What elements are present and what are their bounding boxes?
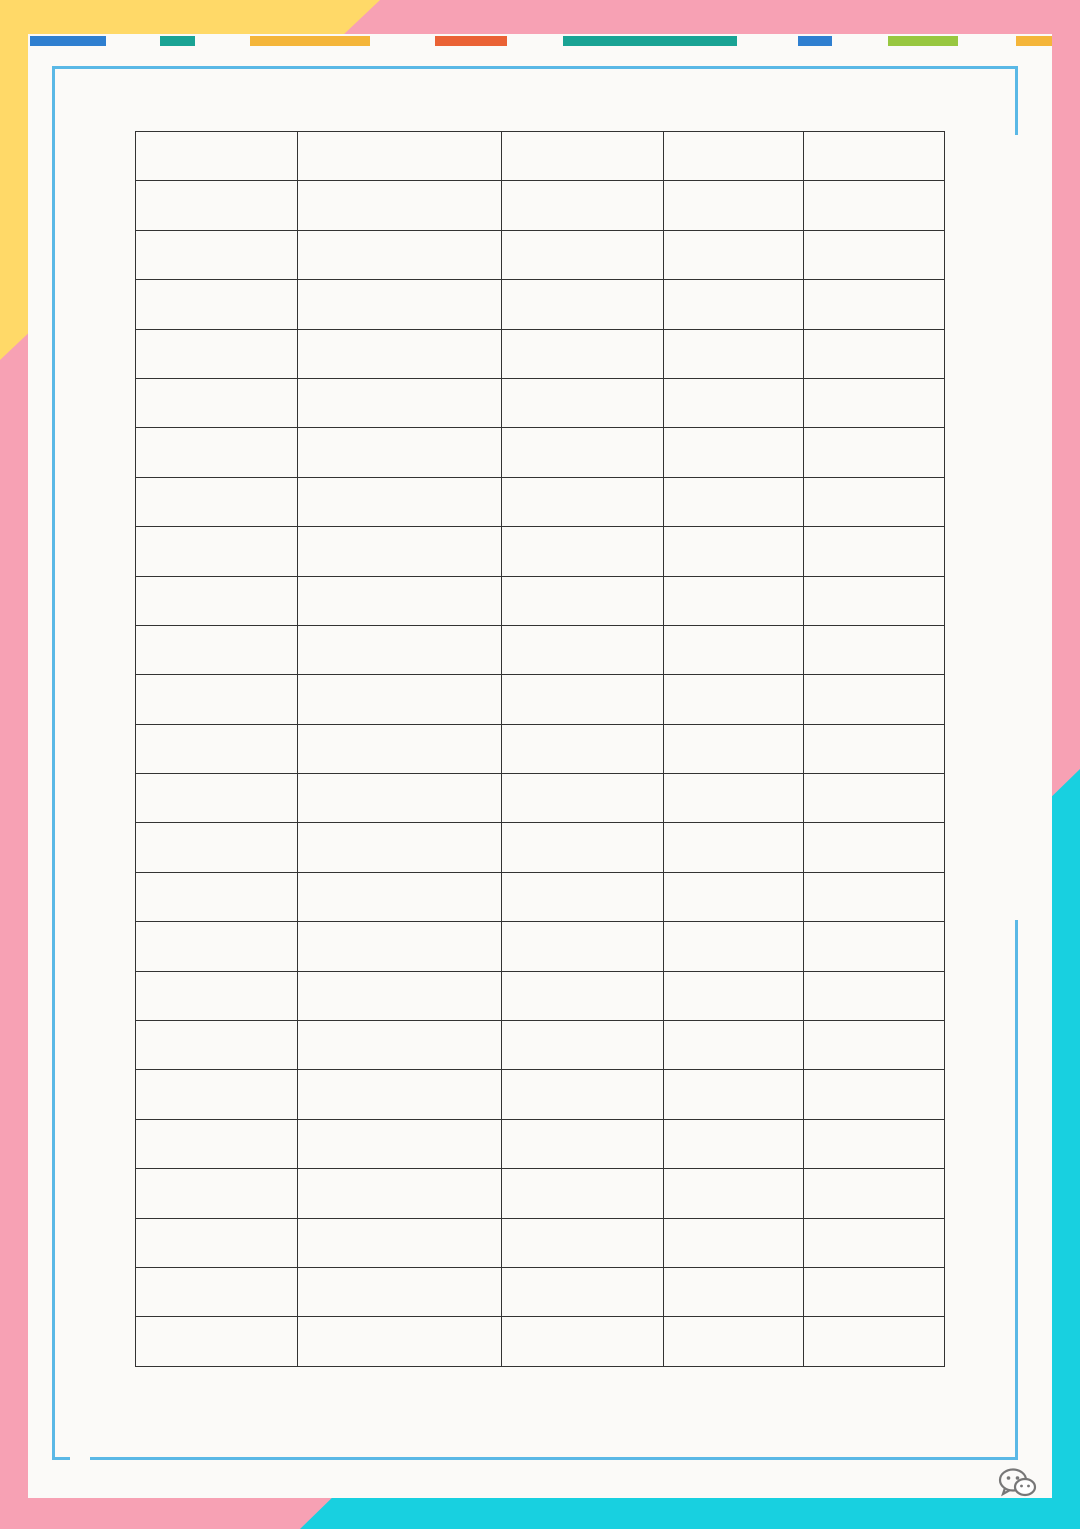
city-cell	[136, 132, 298, 181]
city-cell	[136, 1218, 298, 1267]
table-row	[136, 527, 945, 576]
score-cell	[804, 1267, 945, 1316]
table-row	[136, 132, 945, 181]
score-cell	[804, 675, 945, 724]
city-cell	[136, 1119, 298, 1168]
score-cell	[804, 1169, 945, 1218]
gender-cell	[663, 576, 804, 625]
name-cell	[502, 527, 664, 576]
gender-cell	[663, 922, 804, 971]
score-cell	[804, 527, 945, 576]
gender-cell	[663, 1218, 804, 1267]
score-cell	[804, 1021, 945, 1070]
roster-table	[135, 131, 945, 1367]
gender-cell	[663, 1119, 804, 1168]
table-row	[136, 329, 945, 378]
city-cell	[136, 230, 298, 279]
score-cell	[804, 823, 945, 872]
table-row	[136, 428, 945, 477]
city-cell	[136, 1169, 298, 1218]
score-cell	[804, 1317, 945, 1366]
name-cell	[502, 280, 664, 329]
id-cell	[297, 1169, 501, 1218]
table-row	[136, 872, 945, 921]
score-cell	[804, 230, 945, 279]
score-cell	[804, 428, 945, 477]
id-cell	[297, 922, 501, 971]
border-dash	[250, 36, 370, 46]
city-cell	[136, 280, 298, 329]
gender-cell	[663, 181, 804, 230]
score-cell	[804, 280, 945, 329]
border-dash	[435, 36, 507, 46]
name-cell	[502, 1070, 664, 1119]
score-cell	[804, 576, 945, 625]
table-row	[136, 1218, 945, 1267]
city-cell	[136, 823, 298, 872]
id-cell	[297, 774, 501, 823]
name-cell	[502, 625, 664, 674]
id-cell	[297, 1021, 501, 1070]
id-cell	[297, 477, 501, 526]
name-cell	[502, 1218, 664, 1267]
id-cell	[297, 181, 501, 230]
id-cell	[297, 625, 501, 674]
city-cell	[136, 527, 298, 576]
city-cell	[136, 329, 298, 378]
gender-cell	[663, 1267, 804, 1316]
gender-cell	[663, 971, 804, 1020]
id-cell	[297, 971, 501, 1020]
id-cell	[297, 527, 501, 576]
score-cell	[804, 329, 945, 378]
gender-cell	[663, 280, 804, 329]
id-cell	[297, 378, 501, 427]
city-cell	[136, 477, 298, 526]
city-cell	[136, 1267, 298, 1316]
table-row	[136, 477, 945, 526]
gender-cell	[663, 872, 804, 921]
city-cell	[136, 1317, 298, 1366]
border-dash	[888, 36, 958, 46]
name-cell	[502, 675, 664, 724]
border-dash	[1016, 36, 1052, 46]
city-cell	[136, 675, 298, 724]
gender-cell	[663, 675, 804, 724]
gender-cell	[663, 724, 804, 773]
id-cell	[297, 872, 501, 921]
gender-cell	[663, 1317, 804, 1366]
city-cell	[136, 872, 298, 921]
name-cell	[502, 1169, 664, 1218]
city-cell	[136, 774, 298, 823]
table-row	[136, 774, 945, 823]
id-cell	[297, 675, 501, 724]
name-cell	[502, 576, 664, 625]
frame-gap	[1014, 135, 1022, 920]
table-row	[136, 1021, 945, 1070]
name-cell	[502, 774, 664, 823]
city-cell	[136, 625, 298, 674]
table-row	[136, 922, 945, 971]
table-row	[136, 625, 945, 674]
name-cell	[502, 1267, 664, 1316]
id-cell	[297, 823, 501, 872]
score-cell	[804, 378, 945, 427]
id-cell	[297, 1119, 501, 1168]
name-cell	[502, 922, 664, 971]
name-cell	[502, 181, 664, 230]
table-row	[136, 724, 945, 773]
name-cell	[502, 428, 664, 477]
city-cell	[136, 1070, 298, 1119]
name-cell	[502, 230, 664, 279]
name-cell	[502, 971, 664, 1020]
table-row	[136, 1169, 945, 1218]
score-cell	[804, 625, 945, 674]
table-row	[136, 971, 945, 1020]
city-cell	[136, 922, 298, 971]
score-cell	[804, 922, 945, 971]
gender-cell	[663, 132, 804, 181]
score-cell	[804, 971, 945, 1020]
name-cell	[502, 132, 664, 181]
border-dash	[160, 36, 195, 46]
table-row	[136, 378, 945, 427]
city-cell	[136, 971, 298, 1020]
border-dash	[30, 36, 106, 46]
id-cell	[297, 280, 501, 329]
gender-cell	[663, 230, 804, 279]
gender-cell	[663, 823, 804, 872]
wechat-icon	[998, 1467, 1038, 1499]
gender-cell	[663, 477, 804, 526]
gender-cell	[663, 428, 804, 477]
score-cell	[804, 477, 945, 526]
score-cell	[804, 1218, 945, 1267]
id-cell	[297, 132, 501, 181]
score-cell	[804, 872, 945, 921]
score-cell	[804, 132, 945, 181]
score-cell	[804, 181, 945, 230]
gender-cell	[663, 1169, 804, 1218]
gender-cell	[663, 774, 804, 823]
gender-cell	[663, 329, 804, 378]
name-cell	[502, 1119, 664, 1168]
name-cell	[502, 1317, 664, 1366]
table-row	[136, 675, 945, 724]
score-cell	[804, 724, 945, 773]
city-cell	[136, 724, 298, 773]
name-cell	[502, 823, 664, 872]
brand-watermark	[998, 1467, 1046, 1499]
table-row	[136, 823, 945, 872]
id-cell	[297, 1317, 501, 1366]
frame-gap	[70, 1455, 90, 1463]
table-row	[136, 1267, 945, 1316]
table-row	[136, 230, 945, 279]
id-cell	[297, 329, 501, 378]
name-cell	[502, 872, 664, 921]
table-row	[136, 181, 945, 230]
name-cell	[502, 724, 664, 773]
id-cell	[297, 576, 501, 625]
table-row	[136, 280, 945, 329]
border-dash	[798, 36, 832, 46]
name-cell	[502, 329, 664, 378]
table-row	[136, 1070, 945, 1119]
gender-cell	[663, 378, 804, 427]
city-cell	[136, 1021, 298, 1070]
name-cell	[502, 1021, 664, 1070]
name-cell	[502, 477, 664, 526]
name-cell	[502, 378, 664, 427]
id-cell	[297, 428, 501, 477]
border-dash	[563, 36, 737, 46]
id-cell	[297, 1218, 501, 1267]
id-cell	[297, 230, 501, 279]
gender-cell	[663, 625, 804, 674]
gender-cell	[663, 527, 804, 576]
score-cell	[804, 774, 945, 823]
city-cell	[136, 576, 298, 625]
id-cell	[297, 1070, 501, 1119]
table-row	[136, 1317, 945, 1366]
score-cell	[804, 1119, 945, 1168]
city-cell	[136, 378, 298, 427]
score-cell	[804, 1070, 945, 1119]
id-cell	[297, 1267, 501, 1316]
id-cell	[297, 724, 501, 773]
city-cell	[136, 428, 298, 477]
city-cell	[136, 181, 298, 230]
table-row	[136, 576, 945, 625]
gender-cell	[663, 1070, 804, 1119]
table-row	[136, 1119, 945, 1168]
gender-cell	[663, 1021, 804, 1070]
